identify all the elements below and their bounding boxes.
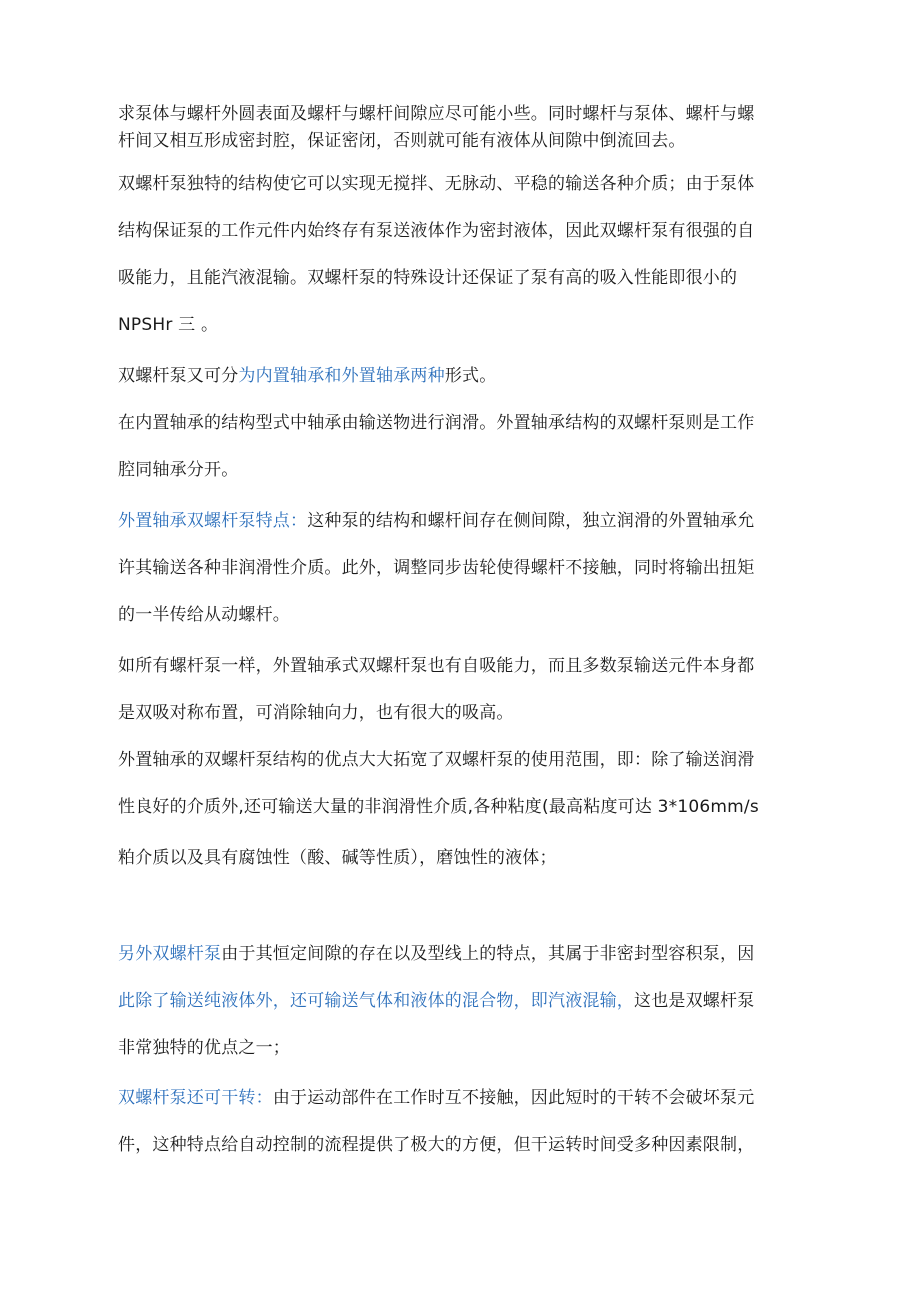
- text-line: [118, 173, 754, 195]
- text-line: [118, 459, 238, 481]
- text-line: [118, 796, 759, 818]
- text-line: [118, 103, 754, 125]
- text-run: 这也是双螺杆泵: [634, 991, 755, 1011]
- text-run: 在内置轴承的结构型式中轴承由输送物进行润滑。外置轴承结构的双螺杆泵则是工作: [118, 413, 755, 433]
- text-line: [118, 1037, 290, 1059]
- text-run: 腔同轴承分开。: [118, 460, 239, 480]
- text-line: [118, 943, 754, 965]
- text-run: 粕介质以及具有腐蚀性（酸、碱等性质），磨蚀性的液体；: [118, 848, 557, 868]
- text-line: [118, 655, 754, 677]
- text-run: 结构保证泵的工作元件内始终存有泵送液体作为密封液体，因此双螺杆泵有很强的自: [118, 221, 755, 241]
- highlighted-text-run: 此除了输送纯液体外，还可输送气体和液体的混合物，即汽液混输，: [118, 991, 634, 1011]
- text-line: [118, 314, 218, 336]
- text-run: 形式。: [444, 366, 497, 386]
- text-line: [118, 220, 754, 242]
- text-line: [118, 365, 496, 387]
- text-line: [118, 130, 686, 152]
- text-run: 杆间又相互形成密封腔，保证密闭，否则就可能有液体从间隙中倒流回去。: [118, 131, 686, 151]
- text-line: [118, 557, 754, 579]
- text-line: [118, 847, 557, 869]
- highlighted-text-run: 为内置轴承和外置轴承两种: [238, 366, 445, 386]
- text-run: 这种泵的结构和螺杆间存在侧间隙，独立润滑的外置轴承允: [307, 511, 755, 531]
- text-run: 性良好的介质外,还可输送大量的非润滑性介质,各种粘度(最高粘度可达 3*106mm∕s: [118, 797, 759, 817]
- text-run: 求泵体与螺杆外圆表面及螺杆与螺杆间隙应尽可能小些。同时螺杆与泵体、螺杆与螺: [118, 104, 755, 124]
- text-run: 外置轴承的双螺杆泵结构的优点大大拓宽了双螺杆泵的使用范围，即：除了输送润滑: [118, 750, 755, 770]
- text-line: [118, 702, 514, 724]
- text-line: [118, 267, 737, 289]
- highlighted-text-run: 双螺杆泵还可干转：: [118, 1088, 273, 1108]
- text-run: 是双吸对称布置，可消除轴向力，也有很大的吸高。: [118, 703, 514, 723]
- text-run: 双螺杆泵又可分: [118, 366, 239, 386]
- highlighted-text-run: 另外双螺杆泵: [118, 944, 222, 964]
- text-run: 由于其恒定间隙的存在以及型线上的特点，其属于非密封型容积泵，因: [221, 944, 755, 964]
- text-run: 件，这种特点给自动控制的流程提供了极大的方便，但干运转时间受多种因素限制，: [118, 1135, 755, 1155]
- text-line: [118, 990, 754, 1012]
- text-run: 非常独特的优点之一；: [118, 1038, 290, 1058]
- text-run: 如所有螺杆泵一样，外置轴承式双螺杆泵也有自吸能力，而且多数泵输送元件本身都: [118, 656, 755, 676]
- highlighted-text-run: 外置轴承双螺杆泵特点：: [118, 511, 308, 531]
- text-run: 的一半传给从动螺杆。: [118, 605, 290, 625]
- text-run: 吸能力，且能汽液混输。双螺杆泵的特殊设计还保证了泵有高的吸入性能即很小的: [118, 268, 738, 288]
- text-run: 许其输送各种非润滑性介质。此外，调整同步齿轮使得螺杆不接触，同时将输出扭矩: [118, 558, 755, 578]
- text-run: 双螺杆泵独特的结构使它可以实现无搅拌、无脉动、平稳的输送各种介质；由于泵体: [118, 174, 755, 194]
- text-line: [118, 1087, 754, 1109]
- text-line: [118, 510, 754, 532]
- text-run: NPSHr 三 。: [118, 315, 219, 335]
- text-line: [118, 749, 754, 771]
- text-line: [118, 412, 754, 434]
- text-line: [118, 1134, 754, 1156]
- text-run: 由于运动部件在工作时互不接触，因此短时的干转不会破坏泵元: [272, 1088, 755, 1108]
- text-line: [118, 604, 290, 626]
